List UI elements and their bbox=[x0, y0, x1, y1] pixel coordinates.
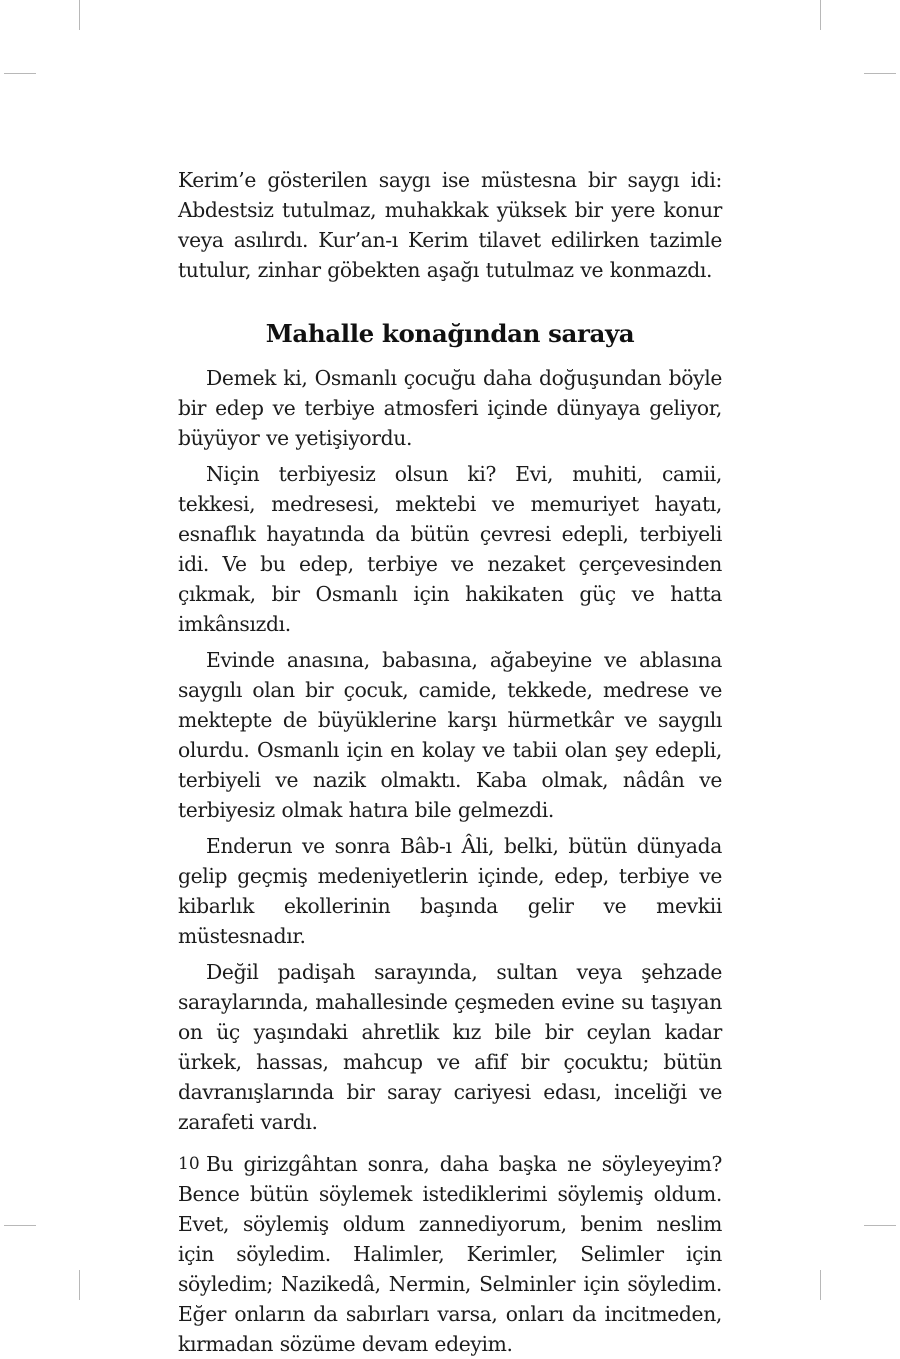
section-heading: Mahalle konağından saraya bbox=[265, 319, 635, 348]
body-paragraph: Enderun ve sonra Bâb-ı Âli, belki, bütün dünyada gelip geçmiş medeniyetlerin içinde, edep, terbiye ve kibarlık ekollerinin başında gelir ve mevkii müstesnadır. bbox=[178, 834, 722, 948]
continued-paragraph: Kerim’e gösterilen saygı ise müstesna bir saygı idi: Abdestsiz tutulmaz, muhakkak yüksek bir yere konur veya asılırdı. Kur’an-ı Kerim tilavet edilirken tazimle tutulur, zinhar göbekten aşağı tutulmaz ve konmazdı. bbox=[178, 168, 722, 282]
body-paragraph: Demek ki, Osmanlı çocuğu daha doğuşundan böyle bir edep ve terbiye atmosferi içinde dünyaya geliyor, büyüyor ve yetişiyordu. bbox=[178, 366, 722, 450]
crop-mark-top-left bbox=[79, 0, 80, 30]
crop-mark-left-upper bbox=[4, 73, 36, 74]
crop-mark-right-upper bbox=[864, 73, 896, 74]
body-paragraph: Evinde anasına, babasına, ağabeyine ve ablasına saygılı olan bir çocuk, camide, tekkede, medrese ve mektepte de büyüklerine karşı hürmetkâr ve saygılı olurdu. Osmanlı için en kolay ve tabii olan şey edepli, terbiyeli ve nazik olmaktı. Kaba olmak, nâdân ve terbiyesiz olmak hatıra bile gelmezdi. bbox=[178, 648, 722, 822]
page-number: 10 bbox=[178, 1154, 200, 1174]
crop-mark-bottom-left bbox=[79, 1270, 80, 1300]
section-body bbox=[178, 363, 722, 1359]
body-paragraph: Bu girizgâhtan sonra, daha başka ne söyleyeyim? Bence bütün söylemek istediklerimi söylemiş oldum. Evet, söylemiş oldum zannediyorum, benim neslim için söyledim. Halimler, Kerimler, Selimler için söyledim; Nazikedâ, Nermin, Selminler için söyledim. Eğer onların da sabırları varsa, onları da incitmeden, kırmadan sözüme devam edeyim. bbox=[178, 1152, 722, 1356]
crop-mark-bottom-right bbox=[820, 1270, 821, 1300]
crop-mark-left-lower bbox=[4, 1225, 36, 1226]
body-paragraph: Niçin terbiyesiz olsun ki? Evi, muhiti, camii, tekkesi, medresesi, mektebi ve memuriyet hayatı, esnaflık hayatında da bütün çevresi edepli, terbiyeli idi. Ve bu edep, terbiye ve nezaket çerçevesinden çıkmak, bir Osmanlı için hakikaten güç ve hatta imkânsızdı. bbox=[178, 462, 722, 636]
body-paragraph: Değil padişah sarayında, sultan veya şehzade saraylarında, mahallesinde çeşmeden evine su taşıyan on üç yaşındaki ahretlik kız bile bir ceylan kadar ürkek, hassas, mahcup ve afif bir çocuktu; bütün davranışlarında bir saray cariyesi edası, inceliği ve zarafeti vardı. bbox=[178, 960, 722, 1134]
continued-paragraph-block bbox=[178, 165, 722, 285]
crop-mark-top-right bbox=[820, 0, 821, 30]
crop-mark-right-lower bbox=[864, 1225, 896, 1226]
